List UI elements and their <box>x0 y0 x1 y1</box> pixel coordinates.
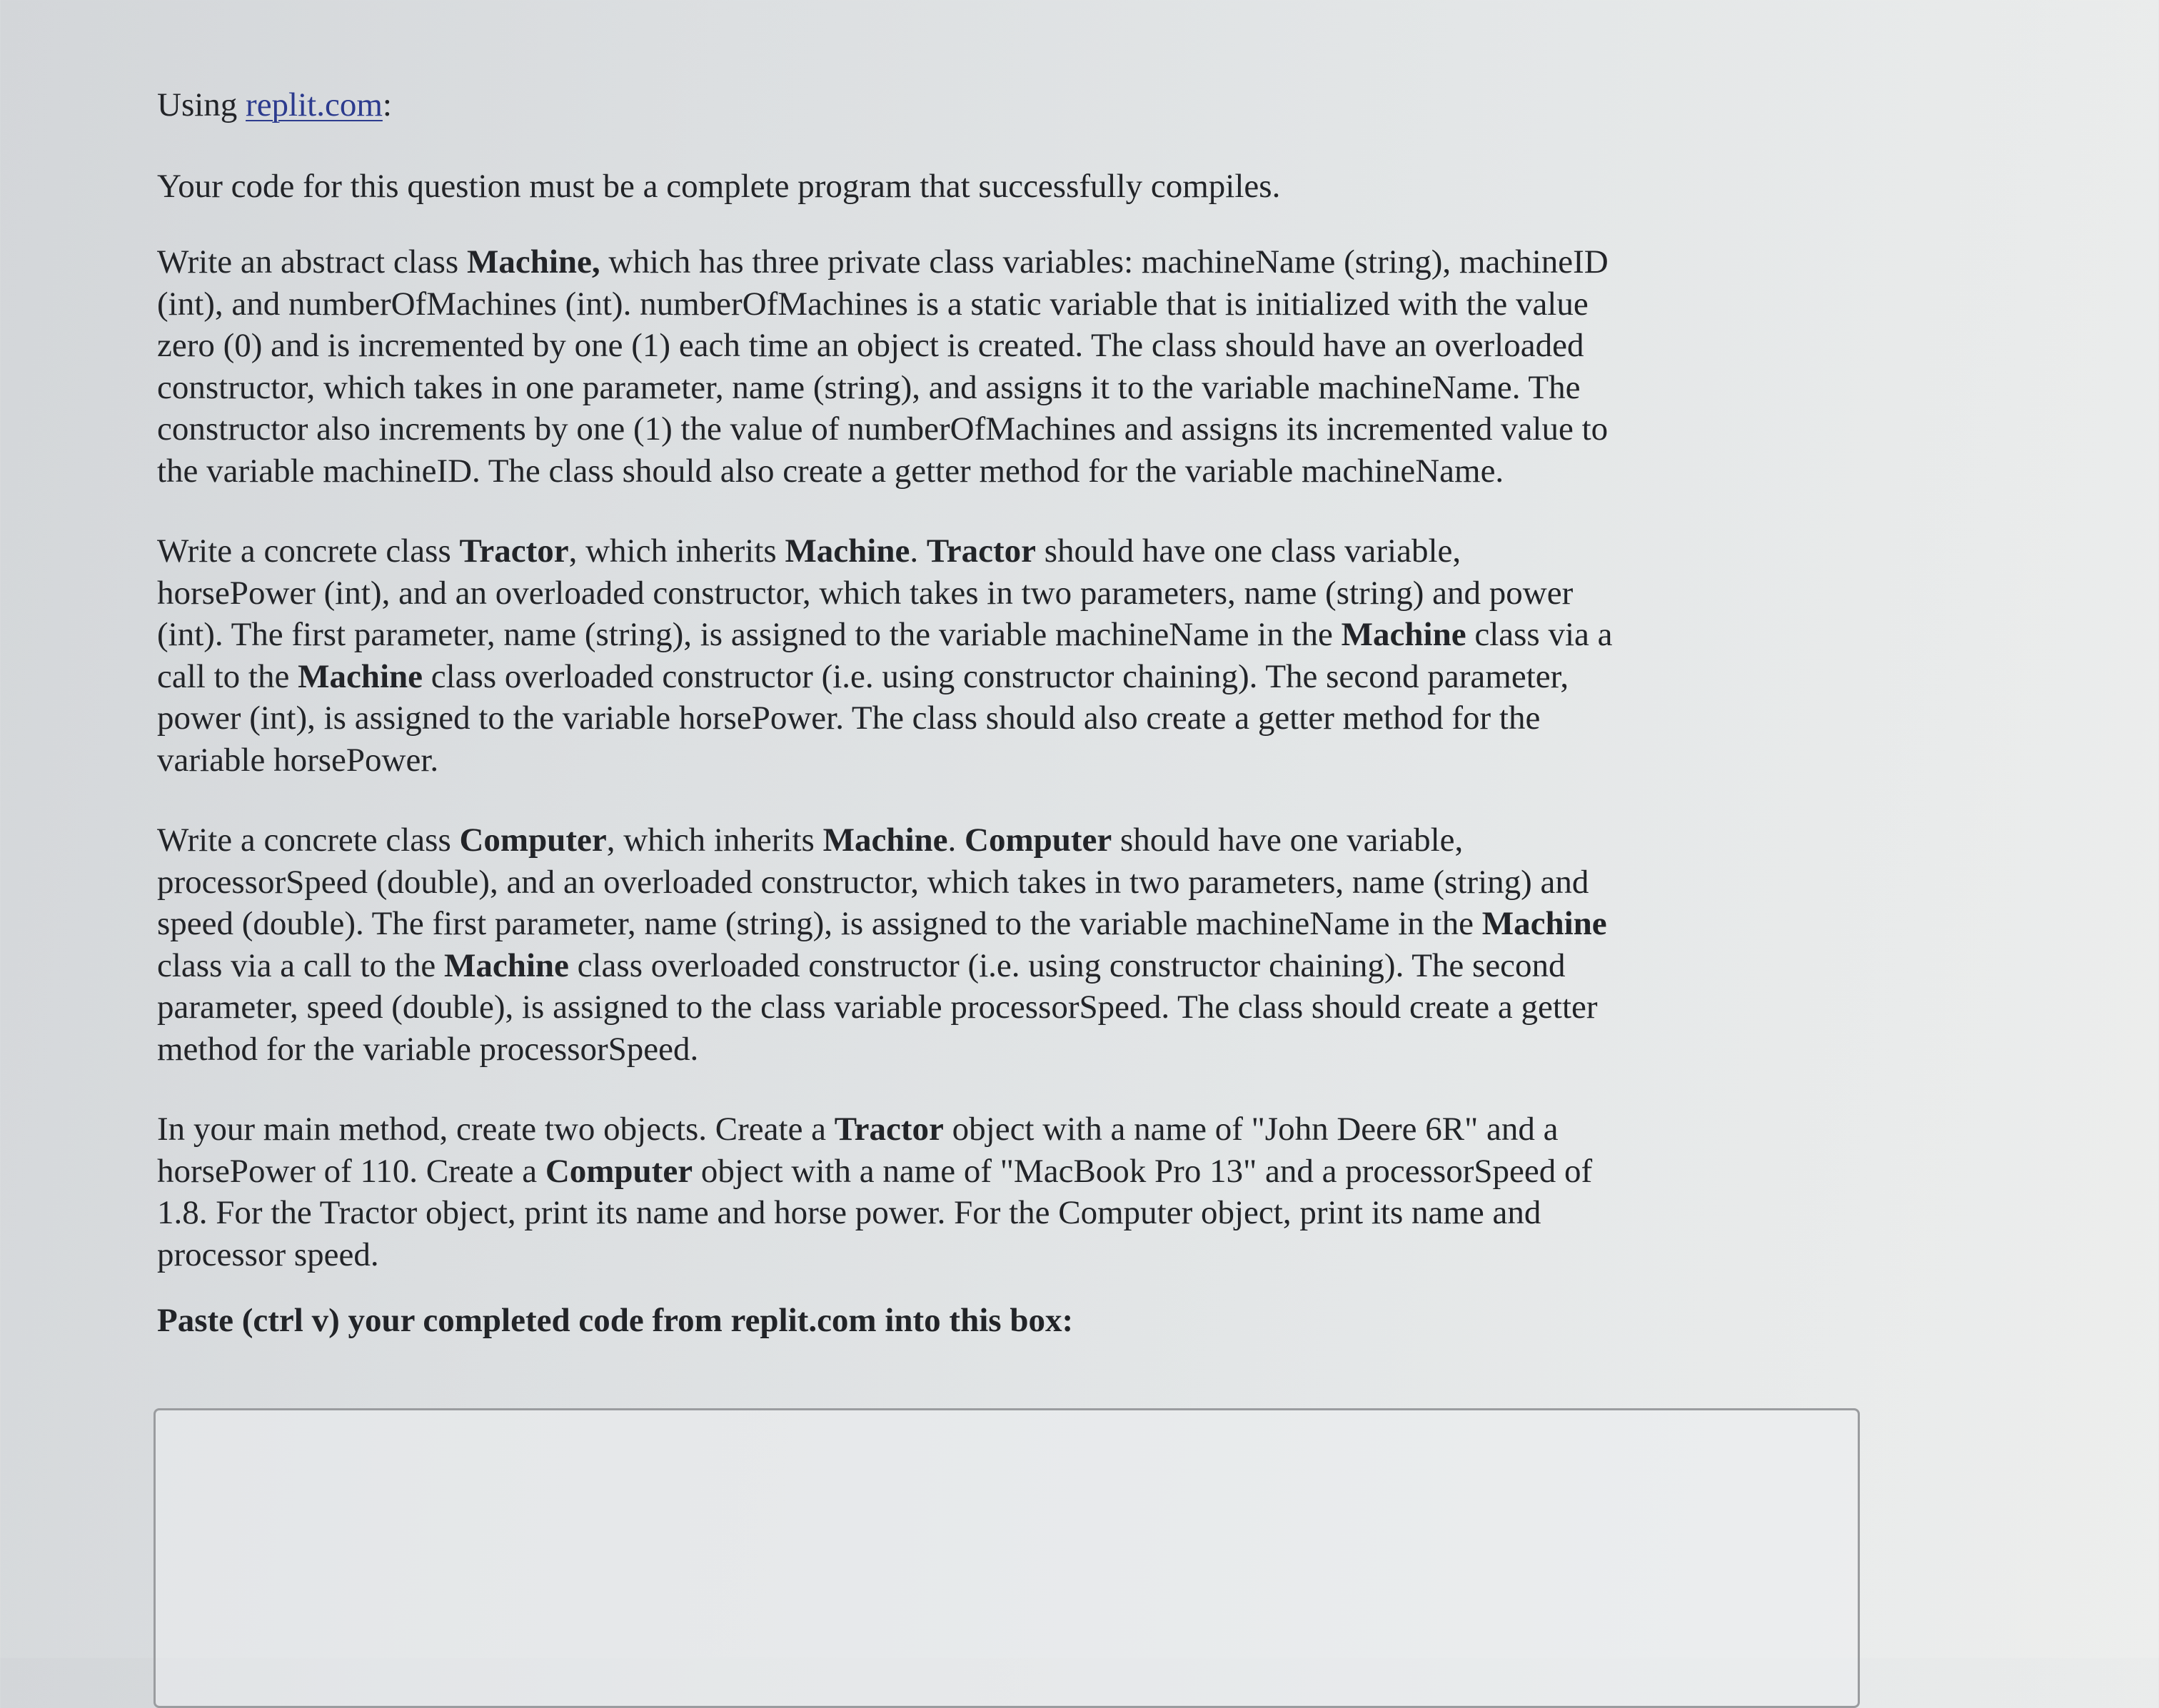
tractor-line-2: horsePower (int), and an overloaded constructor, which takes in two parameters, name (string) and power <box>157 574 1574 612</box>
machine-line-5: constructor also increments by one (1) the value of numberOfMachines and assigns its incremented value to <box>157 410 1609 448</box>
computer-line-2: processorSpeed (double), and an overloaded constructor, which takes in two parameters, name (string) and <box>157 863 1589 901</box>
main-line-4: processor speed. <box>157 1235 379 1273</box>
machine-line-4: constructor, which takes in one parameter, name (string), and assigns it to the variable machineName. The <box>157 368 1581 406</box>
main-line-2: horsePower of 110. Create a Computer object with a name of "MacBook Pro 13" and a processorSpeed of <box>157 1152 1593 1190</box>
tractor-paragraph <box>157 530 1871 781</box>
computer-line-1: Write a concrete class Computer, which inherits Machine. Computer should have one variable, <box>157 822 1464 859</box>
intro-text: Your code for this question must be a complete program that successfully compiles. <box>157 168 1281 205</box>
machine-paragraph <box>157 241 1871 492</box>
tractor-line-6: variable horsePower. <box>157 741 439 779</box>
computer-line-6: method for the variable processorSpeed. <box>157 1030 699 1068</box>
machine-line-3: zero (0) and is incremented by one (1) each time an object is created. The class should have an overloaded <box>157 327 1584 364</box>
tractor-line-5: power (int), is assigned to the variable horsePower. The class should also create a getter method for the <box>157 699 1541 737</box>
tractor-line-4: call to the Machine class overloaded constructor (i.e. using constructor chaining). The second parameter, <box>157 657 1569 695</box>
main-line-3: 1.8. For the Tractor object, print its name and horse power. For the Computer object, print its name and <box>157 1194 1541 1231</box>
main-line-1: In your main method, create two objects. Create a Tractor object with a name of "John Deere 6R" and a <box>157 1111 1559 1148</box>
computer-line-5: parameter, speed (double), is assigned to the class variable processorSpeed. The class should create a getter <box>157 989 1598 1026</box>
machine-line-1: Write an abstract class Machine, which has three private class variables: machineName (string), machineID <box>157 243 1609 281</box>
machine-line-2: (int), and numberOfMachines (int). numberOfMachines is a static variable that is initialized with the value <box>157 285 1589 323</box>
tractor-line-1: Write a concrete class Tractor, which inherits Machine. Tractor should have one class variable, <box>157 532 1461 570</box>
computer-line-4: class via a call to the Machine class overloaded constructor (i.e. using constructor chaining). The second <box>157 946 1566 984</box>
using-line <box>157 84 1871 126</box>
code-answer-box[interactable] <box>154 1408 1860 1708</box>
computer-line-3: speed (double). The first parameter, name (string), is assigned to the variable machineName in the Machine <box>157 905 1607 942</box>
using-prefix: Using <box>157 86 246 123</box>
using-suffix: : <box>382 86 392 123</box>
paste-instruction: Paste (ctrl v) your completed code from replit.com into this box: <box>157 1302 1074 1339</box>
main-method-paragraph <box>157 1108 1871 1275</box>
machine-line-6: the variable machineID. The class should also create a getter method for the variable machineName. <box>157 452 1504 490</box>
replit-link[interactable]: replit.com <box>246 86 383 123</box>
question-content <box>157 84 1871 1341</box>
computer-paragraph <box>157 819 1871 1070</box>
tractor-line-3: (int). The first parameter, name (string), is assigned to the variable machineName in the Machine class via a <box>157 616 1613 653</box>
